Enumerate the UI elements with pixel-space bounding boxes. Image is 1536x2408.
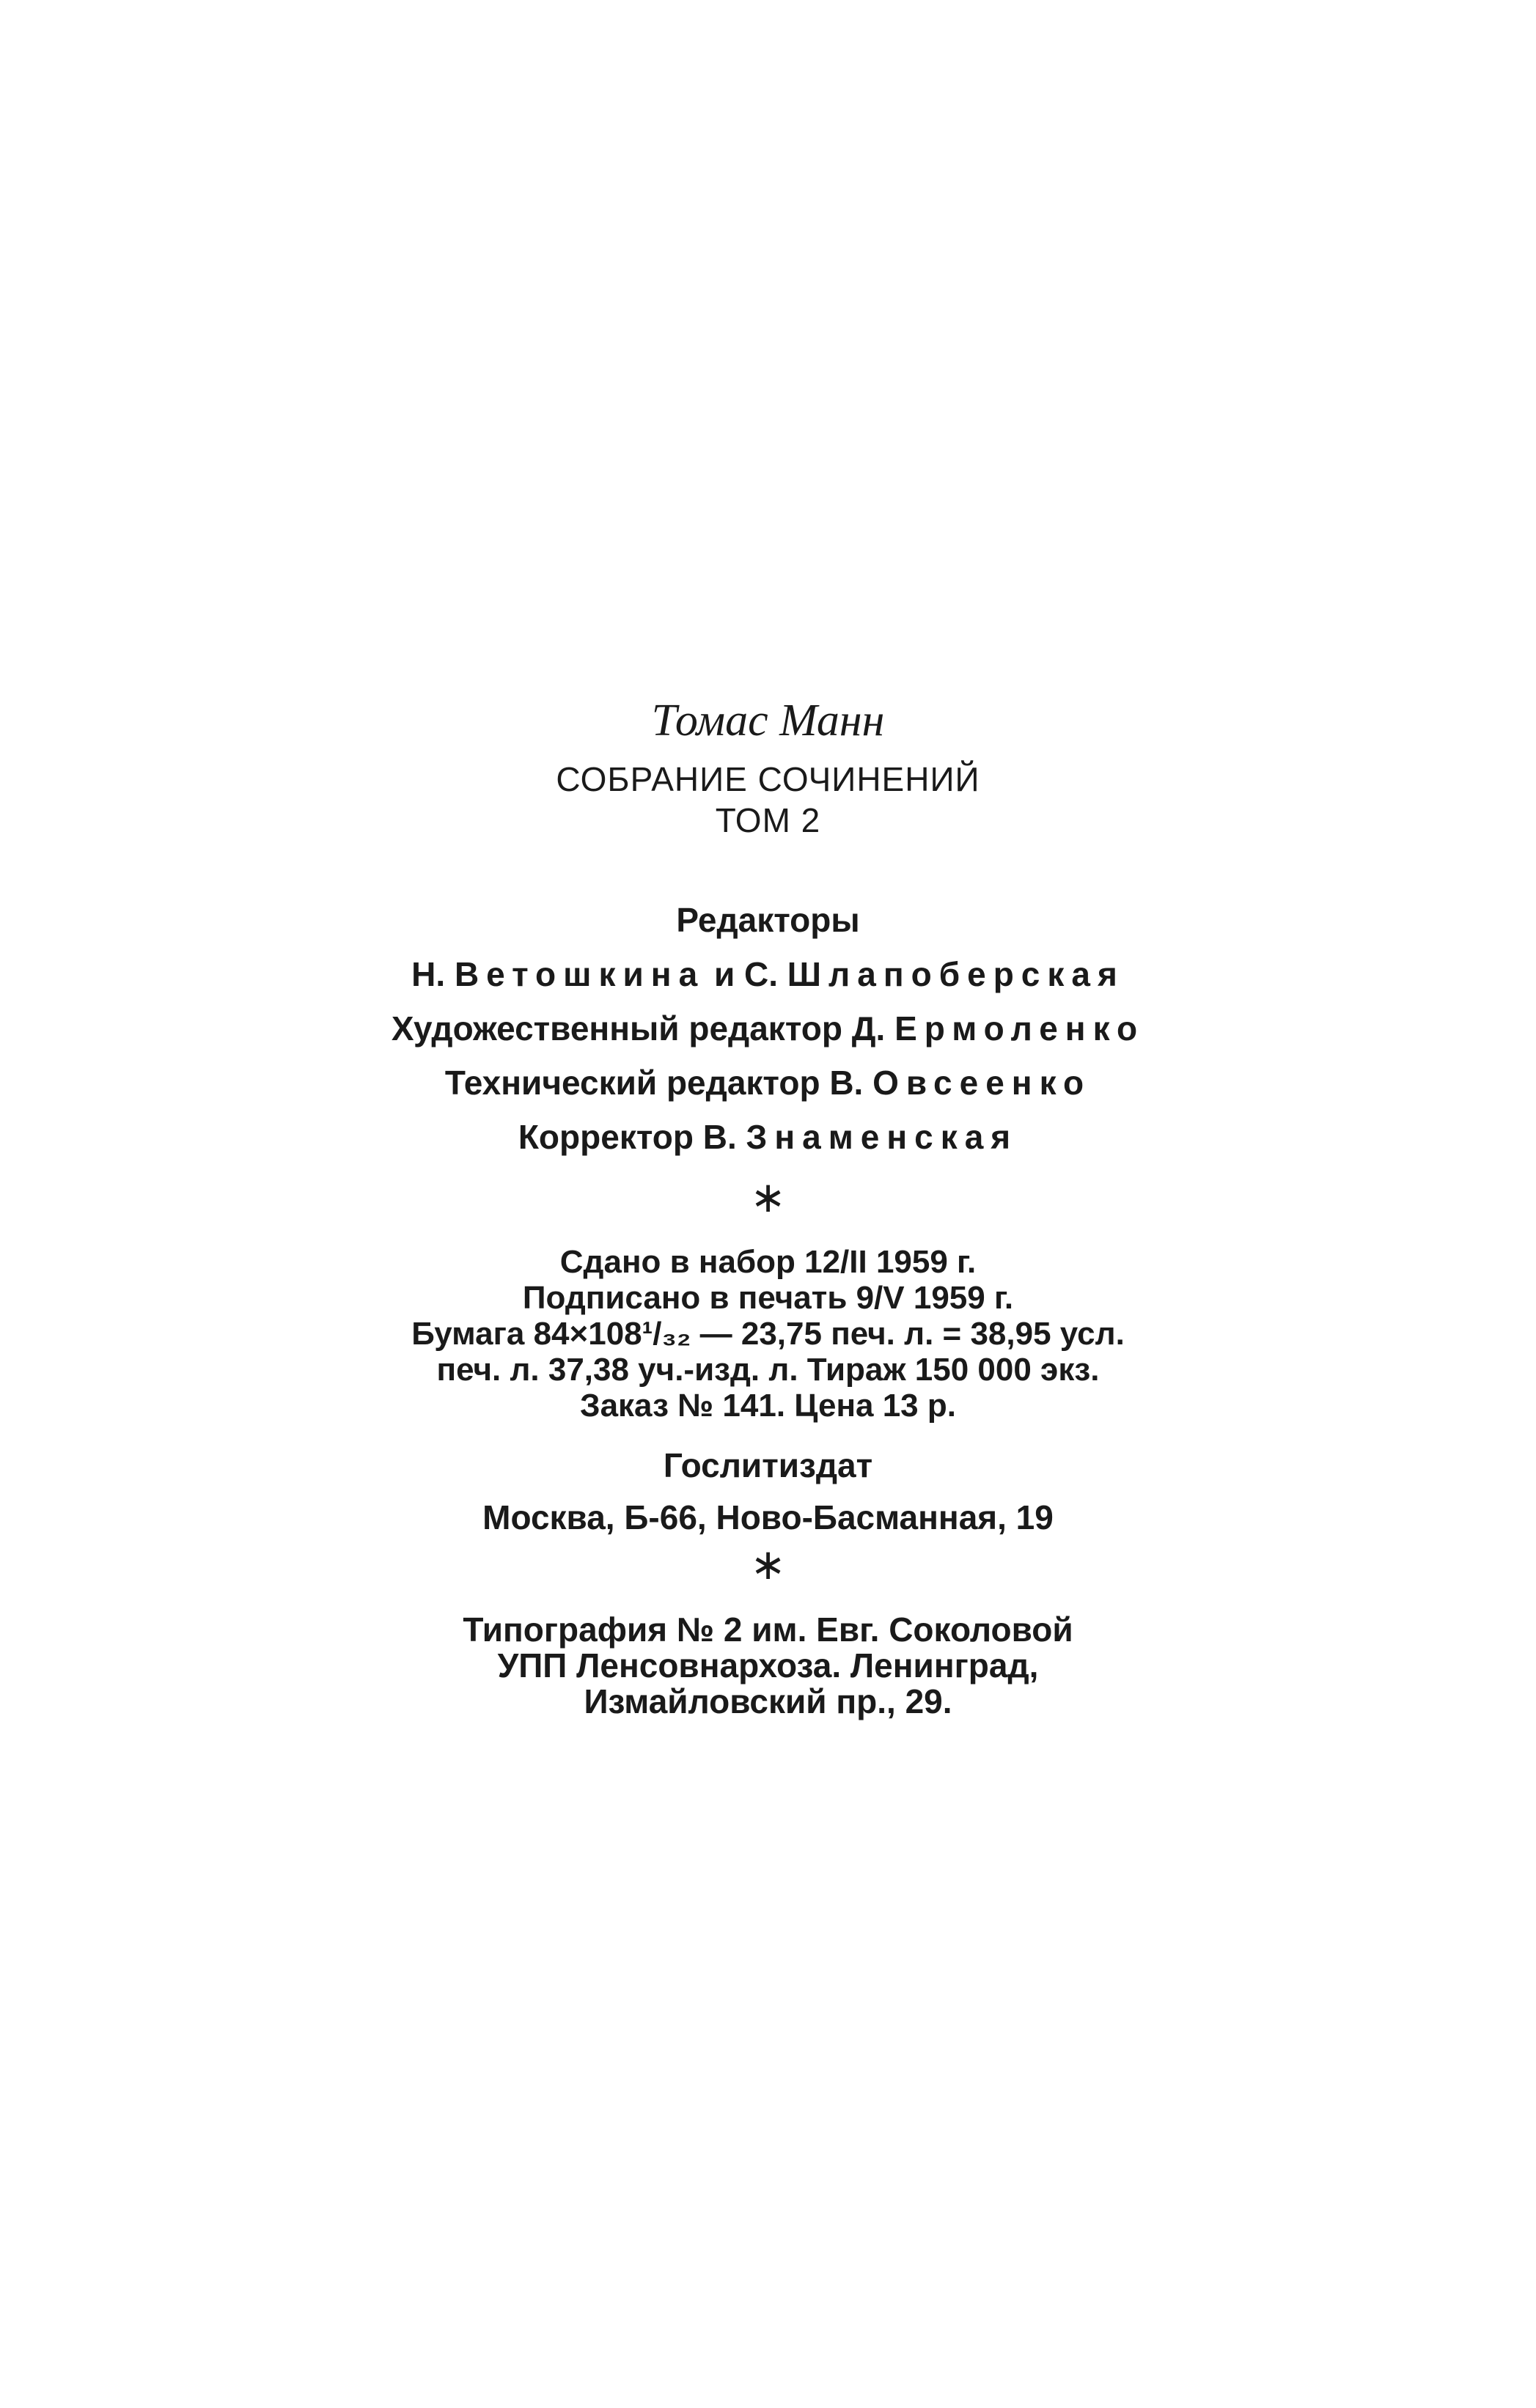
art-editor-name: Ермоленко xyxy=(894,1009,1145,1047)
art-editor-label: Художественный редактор Д. xyxy=(391,1009,886,1047)
tech-editor-name: Овсеенко xyxy=(872,1064,1092,1102)
proofreader-label: Корректор В. xyxy=(518,1118,737,1156)
editor-name-2: Шлапоберская xyxy=(787,955,1125,993)
collection-title: СОБРАНИЕ СОЧИНЕНИЙ xyxy=(556,760,980,798)
imprint-line-3: Бумага 84×108¹/₃₂ — 23,75 печ. л. = 38,95 усл. xyxy=(411,1316,1125,1352)
printer-line-2: УПП Ленсовнархоза. Ленинград, xyxy=(497,1646,1039,1685)
publisher-address: Москва, Б-66, Ново-Басманная, 19 xyxy=(482,1498,1054,1536)
tech-editor-label: Технический редактор В. xyxy=(444,1064,864,1102)
printer-line-1: Типография № 2 им. Евг. Соколовой xyxy=(463,1610,1073,1649)
imprint-line-5: Заказ № 141. Цена 13 р. xyxy=(580,1388,956,1424)
editors-names-prefix: Н. xyxy=(411,955,446,993)
proofreader-line xyxy=(0,1120,1536,1154)
editor-name-1: Ветошкина xyxy=(454,955,705,993)
imprint-line-4: печ. л. 37,38 уч.-изд. л. Тираж 150 000 экз. xyxy=(436,1352,1100,1388)
publisher-name: Гослитиздат xyxy=(663,1446,873,1484)
author-name: Томас Манн xyxy=(651,696,885,745)
editors-join: и С. xyxy=(713,955,779,993)
asterisk-separator-1: ∗ xyxy=(750,1172,786,1222)
asterisk-separator-2: ∗ xyxy=(750,1539,786,1589)
proofreader-name: Знаменская xyxy=(746,1118,1018,1156)
volume-number: ТОМ 2 xyxy=(715,801,821,839)
tech-editor-line xyxy=(0,1066,1536,1100)
imprint-line-2: Подписано в печать 9/V 1959 г. xyxy=(522,1280,1014,1316)
imprint-line-1: Сдано в набор 12/II 1959 г. xyxy=(559,1244,977,1280)
printer-line-3: Измайловский пр., 29. xyxy=(584,1682,952,1720)
art-editor-line xyxy=(0,1009,1536,1047)
editors-names xyxy=(0,957,1536,991)
editors-label: Редакторы xyxy=(676,901,860,939)
